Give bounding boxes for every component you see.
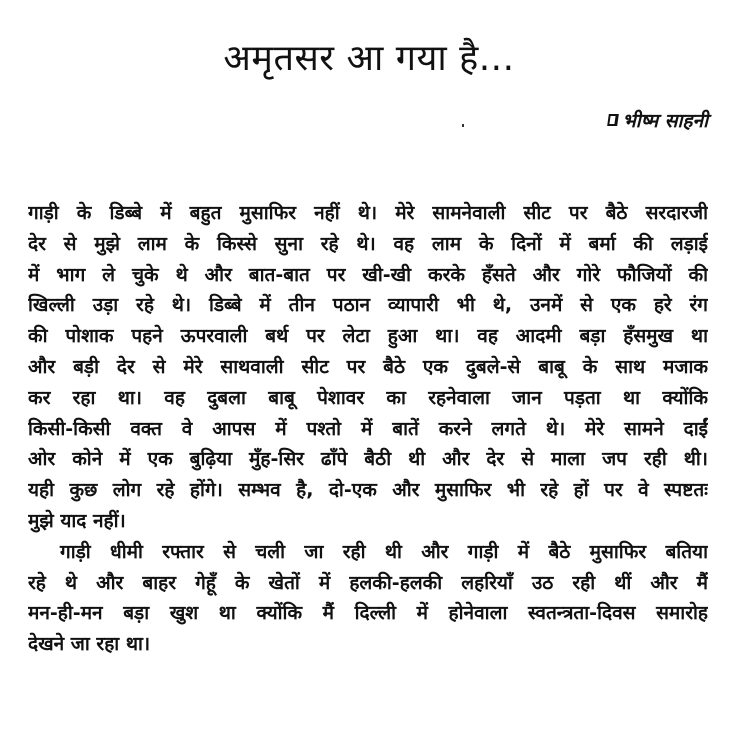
story-body (28, 198, 708, 660)
text-line: यही कुछ लोग रहे होंगे। सम्भव है, दो-एक और मुसाफिर भी रहे हों पर वे स्पष्टतः (28, 479, 708, 502)
text-line: देखने जा रहा था। (28, 633, 151, 656)
text-line: कर रहा था। वह दुबला बाबू पेशावर का रहनेवाला जान पड़ता था क्योंकि (28, 386, 708, 409)
text-line: रहे थे और बाहर गेहूँ के खेतों में हलकी-हलकी लहरियाँ उठ रही थीं और मैं (28, 571, 708, 594)
bullet-box-icon (608, 114, 620, 126)
text-line: देर से मुझे लाम के किस्से सुना रहे थे। वह लाम के दिनों में बर्मा की लड़ाई (28, 232, 708, 255)
text-line: गाड़ी के डिब्बे में बहुत मुसाफिर नहीं थे। मेरे सामनेवाली सीट पर बैठे सरदारजी (28, 202, 708, 224)
text-line: ओर कोने में एक बुढ़िया मुँह-सिर ढाँपे बैठी थी और देर से माला जप रही थी। (28, 448, 708, 471)
author-byline (608, 107, 708, 133)
author-name: भीष्म साहनी (622, 110, 708, 132)
text-line: मन-ही-मन बड़ा खुश था क्योंकि मैं दिल्ली में होनेवाला स्वतन्त्रता-दिवस समारोह (28, 602, 708, 625)
print-speck (462, 124, 464, 127)
story-title: अमृतसर आ गया है... (223, 38, 515, 79)
text-line: मुझे याद नहीं। (28, 509, 126, 532)
text-line: में भाग ले चुके थे और बात-बात पर खी-खी करके हँसते और गोरे फौजियों की (28, 263, 708, 286)
text-line: खिल्ली उड़ा रहे थे। डिब्बे में तीन पठान व्यापारी भी थे, उनमें से एक हरे रंग (28, 294, 708, 317)
text-line: किसी-किसी वक्त वे आपस में पश्तो में बातें करने लगते थे। मेरे सामने दाईं (28, 417, 708, 440)
text-line: और बड़ी देर से मेरे साथवाली सीट पर बैठे एक दुबले-से बाबू के साथ मजाक (28, 355, 708, 378)
text-line: की पोशाक पहने ऊपरवाली बर्थ पर लेटा हुआ था। वह आदमी बड़ा हँसमुख था (28, 325, 708, 348)
text-line: गाड़ी धीमी रफ्तार से चली जा रही थी और गाड़ी में बैठे मुसाफिर बतिया (60, 540, 708, 563)
